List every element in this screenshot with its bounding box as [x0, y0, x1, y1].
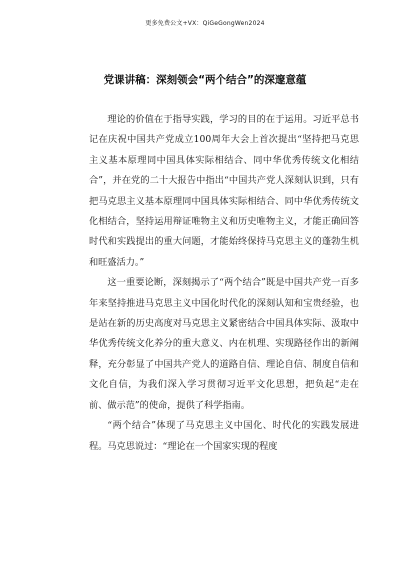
paragraph: “两个结合”体现了马克思主义中国化、时代化的实践发展进程。马克思说过：“理论在一个国家实现的程度: [89, 420, 359, 452]
paragraph: 理论的价值在于指导实践，学习的目的在于运用。习近平总书记在庆祝中国共产党成立100周年大会上首次提出“坚持把马克思主义基本原理同中国具体实际相结合、同中华优秀传统文化相结合”，并在党的二十大报告中指出“中国共产党人深刻认识到，只有把马克思主义基本原理同中国具体实际相结合、同中华优秀传统文化相结合，坚持运用辩证唯物主义和历史唯物主义，才能正确回答时代和实践提出的重大问题，才能始终保持马克思主义的蓬勃生机和旺盛活力。”: [89, 114, 359, 268]
header-note: 更多免费公文+VX：QiGeGongWen2024: [145, 20, 265, 27]
document-body: [89, 110, 359, 457]
paragraph: 这一重要论断，深刻揭示了“两个结合”既是中国共产党一百多年来坚持推进马克思主义中国化时代化的深刻认知和宝贵经验，也是站在新的历史高度对马克思主义紧密结合中国具体实际、汲取中华优秀传统文化养分的重大意义、内在机理、实现路径作出的新阐释，充分彰显了中国共产党人的道路自信、理论自信、制度自信和文化自信，为我们深入学习贯彻习近平文化思想，把负起“走在前、做示范”的使命，提供了科学指南。: [89, 277, 359, 411]
document-title: 党课讲稿：深刻领会“两个结合”的深邃意蕴: [103, 74, 307, 86]
